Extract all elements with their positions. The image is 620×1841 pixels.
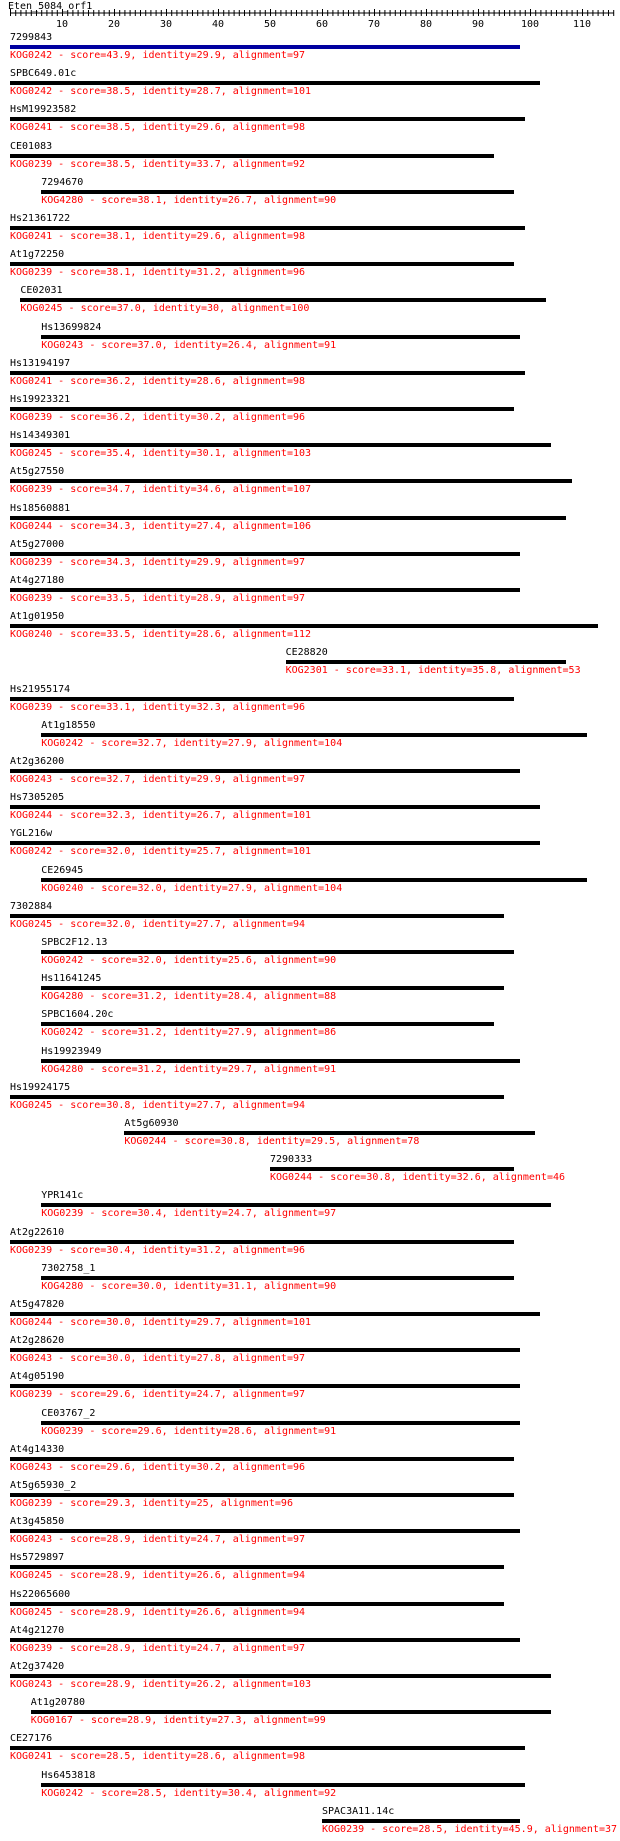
hit-name: Hs11641245 [41,973,102,985]
hit-name: At1g20780 [30,1697,85,1709]
hit-kog-link[interactable]: KOG0242 - score=32.0, identity=25.6, alignment=90 [41,955,337,966]
hit-name: 7299843 [10,32,53,43]
hit-name: At1g01950 [10,611,65,623]
hit-kog-link[interactable]: KOG0245 - score=37.0, identity=30, alignment=100 [20,303,310,315]
hit-kog-link[interactable]: KOG0242 - score=28.5, identity=30.4, alignment=92 [41,1787,337,1799]
hit-alignment-bar [10,45,520,49]
hit-alignment-bar [41,986,504,990]
hit-kog-link[interactable]: KOG0245 - score=30.8, identity=27.7, alignment=94 [10,1099,306,1111]
ruler-tick-label: 80 [419,19,433,30]
hit-name: CE27176 [10,1733,53,1745]
hit-kog-link[interactable]: KOG4280 - score=31.2, identity=28.4, alignment=88 [41,991,337,1003]
hit-name: YGL216w [10,828,53,840]
hit-alignment-bar [10,154,494,158]
hit-name: Hs22065600 [10,1588,71,1600]
hit-name: YPR141c [41,1190,84,1202]
hit-alignment-bar [41,878,587,882]
ruler-tick-label: 50 [263,19,277,30]
hit-alignment-bar [124,1131,535,1135]
hit-alignment-bar [10,1457,514,1461]
hit-name: 7302884 [10,900,53,912]
hit-alignment-bar [41,733,587,737]
hit-alignment-bar [10,1529,520,1533]
ruler-tick-label: 110 [572,19,592,30]
hit-kog-link[interactable]: KOG0241 - score=28.5, identity=28.6, alignment=98 [10,1751,306,1763]
hit-name: Hs7305205 [10,792,65,804]
hit-name: Hs21361722 [10,213,71,224]
hit-kog-link[interactable]: KOG0239 - score=29.6, identity=28.6, alignment=91 [41,1425,337,1437]
hit-alignment-bar [10,1565,504,1569]
hit-kog-link[interactable]: KOG0240 - score=33.5, identity=28.6, alignment=112 [10,629,312,641]
hit-kog-link[interactable]: KOG0239 - score=30.4, identity=31.2, alignment=96 [10,1244,306,1256]
hit-name: At2g28620 [10,1335,65,1347]
hit-alignment-bar [10,371,525,375]
hit-name: Hs19923949 [41,1045,102,1057]
hit-name: CE01083 [10,140,53,152]
hit-kog-link[interactable]: KOG0239 - score=33.5, identity=28.9, alignment=97 [10,593,306,604]
hit-alignment-bar [10,914,504,918]
hit-alignment-bar [10,1493,514,1497]
hit-kog-link[interactable]: KOG0239 - score=38.1, identity=31.2, alignment=96 [10,267,306,279]
hit-kog-link[interactable]: KOG0239 - score=29.3, identity=25, alignment=96 [10,1498,293,1509]
hit-alignment-bar [10,1240,514,1244]
hit-alignment-bar [322,1819,520,1823]
hit-kog-link[interactable]: KOG0244 - score=30.8, identity=29.5, alignment=78 [124,1136,420,1147]
hit-name: At5g47820 [10,1299,65,1310]
hit-alignment-bar [10,117,525,121]
hit-kog-link[interactable]: KOG0241 - score=38.1, identity=29.6, alignment=98 [10,231,306,242]
ruler-tick-label: 20 [107,19,121,30]
hit-name: At4g21270 [10,1624,65,1636]
hit-name: CE28820 [285,647,328,659]
hit-kog-link[interactable]: KOG2301 - score=33.1, identity=35.8, alignment=53 [285,665,581,677]
hit-name: SPBC1604.20c [41,1009,114,1021]
query-name: Eten_5084_orf1 [8,1,93,12]
hit-kog-link[interactable]: KOG0243 - score=30.0, identity=27.8, alignment=97 [10,1353,306,1365]
hit-kog-link[interactable]: KOG0244 - score=32.3, identity=26.7, alignment=101 [10,810,312,822]
hit-name: Hs19924175 [10,1081,71,1093]
hit-alignment-bar [10,443,551,447]
hit-kog-link[interactable]: KOG4280 - score=31.2, identity=29.7, alignment=91 [41,1063,337,1075]
ruler-tick-label: 60 [315,19,329,30]
hit-kog-link[interactable]: KOG4280 - score=38.1, identity=26.7, alignment=90 [41,194,337,206]
hit-name: At1g18550 [41,719,96,731]
hit-alignment-bar [10,624,598,628]
hit-name: Hs21955174 [10,683,71,695]
hit-alignment-bar [41,1022,493,1026]
hit-name: At2g22610 [10,1226,65,1238]
hit-kog-link[interactable]: KOG0244 - score=30.8, identity=32.6, alignment=46 [270,1172,566,1184]
hit-name: Hs18560881 [10,502,71,514]
hit-name: CE03767_2 [41,1407,96,1419]
hit-name: Hs14349301 [10,430,71,442]
hit-kog-link[interactable]: KOG0239 - score=34.7, identity=34.6, alignment=107 [10,484,312,496]
hit-alignment-bar [10,516,566,520]
hit-alignment-bar [10,226,525,230]
hit-name: At5g65930_2 [10,1480,77,1491]
hit-kog-link[interactable]: KOG0243 - score=28.9, identity=26.2, alignment=103 [10,1679,312,1690]
hit-alignment-bar [10,262,514,266]
hit-name: HsM19923582 [10,104,77,116]
hit-alignment-bar [10,697,514,701]
hit-alignment-bar [41,1203,551,1207]
hit-kog-link[interactable]: KOG0239 - score=38.5, identity=33.7, alignment=92 [10,158,306,170]
hit-kog-link[interactable]: KOG0167 - score=28.9, identity=27.3, alignment=99 [30,1715,326,1727]
hit-name: CE26945 [41,864,84,876]
hit-kog-link[interactable]: KOG0239 - score=29.6, identity=24.7, alignment=97 [10,1389,306,1401]
hit-kog-link[interactable]: KOG0241 - score=36.2, identity=28.6, alignment=98 [10,375,306,387]
ruler-tick-label: 100 [520,19,540,30]
hit-name: At4g27180 [10,575,65,586]
hit-kog-link[interactable]: KOG0244 - score=30.0, identity=29.7, alignment=101 [10,1317,312,1328]
hit-kog-link[interactable]: KOG0244 - score=34.3, identity=27.4, alignment=106 [10,520,312,532]
hit-name: Hs19923321 [10,394,71,405]
hit-kog-link[interactable]: KOG0239 - score=28.9, identity=24.7, alignment=97 [10,1642,306,1654]
hit-kog-link[interactable]: KOG0245 - score=32.0, identity=27.7, alignment=94 [10,918,306,930]
hit-alignment-bar [10,1384,520,1388]
hit-name: SPBC649.01c [10,68,77,80]
hit-kog-link[interactable]: KOG0242 - score=32.7, identity=27.9, alignment=104 [41,737,343,749]
hit-name: Hs6453818 [41,1769,96,1781]
hit-kog-link[interactable]: KOG0243 - score=32.7, identity=29.9, alignment=97 [10,774,306,785]
hit-kog-link[interactable]: KOG0239 - score=33.1, identity=32.3, alignment=96 [10,701,306,713]
ruler-tick-label: 30 [159,19,173,30]
hit-alignment-bar [286,660,567,664]
hit-alignment-bar [10,588,520,592]
ruler-tick-label: 10 [55,19,69,30]
hit-alignment-bar [10,1602,504,1606]
hit-name: 7302758_1 [41,1262,96,1274]
hit-name: At5g60930 [124,1118,179,1129]
hit-kog-link[interactable]: KOG0239 - score=30.4, identity=24.7, alignment=97 [41,1208,337,1220]
hit-alignment-bar [10,841,540,845]
hit-name: At1g72250 [10,249,65,261]
hit-kog-link[interactable]: KOG0242 - score=31.2, identity=27.9, alignment=86 [41,1027,337,1039]
hit-alignment-bar [10,769,520,773]
hit-kog-link[interactable]: KOG0243 - score=28.9, identity=24.7, alignment=97 [10,1534,306,1546]
hit-name: Hs13699824 [41,321,102,333]
hit-kog-link[interactable]: KOG0245 - score=28.9, identity=26.6, alignment=94 [10,1570,306,1582]
hit-kog-link[interactable]: KOG0243 - score=37.0, identity=26.4, alignment=91 [41,339,337,351]
hit-name: 7294670 [41,176,84,188]
hit-name: At5g27550 [10,466,65,478]
hit-name: At4g05190 [10,1371,65,1383]
hit-kog-link[interactable]: KOG0242 - score=43.9, identity=29.9, alignment=97 [10,50,306,61]
hit-name: At2g37420 [10,1661,65,1672]
ruler-tick-label: 70 [367,19,381,30]
hit-kog-link[interactable]: KOG4280 - score=30.0, identity=31.1, alignment=90 [41,1280,337,1292]
hit-alignment-bar [270,1167,514,1171]
hit-kog-link[interactable]: KOG0243 - score=29.6, identity=30.2, alignment=96 [10,1461,306,1473]
hit-alignment-bar [41,950,514,954]
hit-alignment-bar [10,479,572,483]
hit-kog-link[interactable]: KOG0245 - score=28.9, identity=26.6, alignment=94 [10,1606,306,1618]
hit-kog-link[interactable]: KOG0241 - score=38.5, identity=29.6, alignment=98 [10,122,306,134]
hit-kog-link[interactable]: KOG0239 - score=34.3, identity=29.9, alignment=97 [10,556,306,568]
hit-name: At5g27000 [10,538,65,550]
hit-name: At4g14330 [10,1443,65,1455]
hit-kog-link[interactable]: KOG0245 - score=35.4, identity=30.1, alignment=103 [10,448,312,460]
hit-alignment-bar [41,190,514,194]
hit-alignment-bar [41,1276,514,1280]
hit-alignment-bar [10,1638,520,1642]
hit-alignment-bar [10,1674,551,1678]
hit-alignment-bar [41,335,519,339]
hit-alignment-bar [10,81,540,85]
hit-alignment-bar [10,407,514,411]
hit-alignment-bar [10,1095,504,1099]
hit-name: At2g36200 [10,756,65,767]
hit-name: CE02031 [20,285,63,297]
hit-alignment-bar [10,1348,520,1352]
hit-name: SPAC3A11.14c [322,1805,395,1817]
hit-kog-link[interactable]: KOG0240 - score=32.0, identity=27.9, alignment=104 [41,882,343,894]
hit-kog-link[interactable]: KOG0239 - score=28.5, identity=45.9, alignment=37 [322,1823,618,1835]
hit-name: SPBC2F12.13 [41,937,108,948]
hit-alignment-bar [31,1710,551,1714]
hit-name: 7290333 [270,1154,313,1166]
hit-alignment-bar [41,1059,519,1063]
hit-alignment-bar [10,805,540,809]
hit-alignment-bar [41,1421,519,1425]
ruler-tick-label: 90 [471,19,485,30]
hit-alignment-bar [10,552,520,556]
hit-name: Hs13194197 [10,357,71,369]
ruler-tick-label: 40 [211,19,225,30]
hit-alignment-bar [10,1746,525,1750]
hit-name: At3g45850 [10,1516,65,1528]
hit-alignment-bar [20,298,545,302]
hit-name: Hs5729897 [10,1552,65,1564]
hit-kog-link[interactable]: KOG0242 - score=38.5, identity=28.7, alignment=101 [10,86,312,98]
hit-alignment-bar [41,1783,525,1787]
hit-kog-link[interactable]: KOG0239 - score=36.2, identity=30.2, alignment=96 [10,412,306,423]
hit-alignment-bar [10,1312,540,1316]
hit-kog-link[interactable]: KOG0242 - score=32.0, identity=25.7, alignment=101 [10,846,312,858]
